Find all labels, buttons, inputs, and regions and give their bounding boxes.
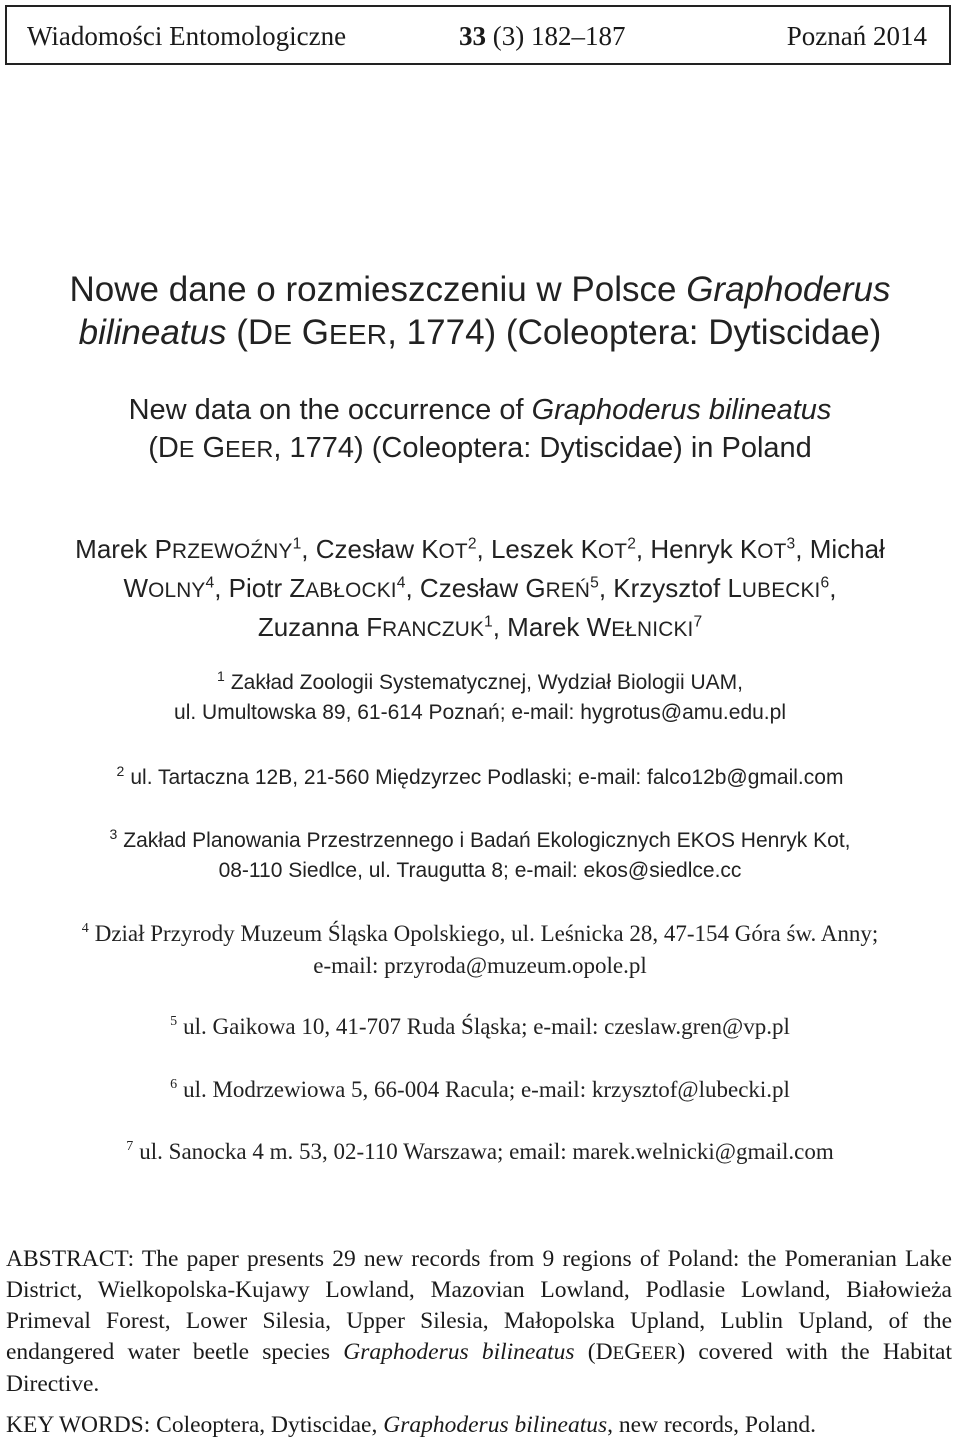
author-name-part: 2 (467, 535, 477, 553)
affiliation-number: 4 (81, 921, 89, 937)
affiliation-text: Dział Przyrody Muzeum Śląska Opolskiego, ul. Leśnicka 28, 47-154 Góra św. Anny; (94, 921, 879, 946)
volume-number: 33 (459, 21, 486, 51)
author-name-part: L (727, 573, 742, 603)
author-name-part: Czesław (315, 534, 422, 564)
affiliation-number: 6 (170, 1077, 178, 1093)
author (229, 573, 406, 603)
keywords-taxon: Graphoderus bilineatus (383, 1412, 608, 1438)
affiliation-2 (0, 763, 960, 793)
journal-header (5, 5, 951, 65)
title-pl-genus: Graphoderus (686, 270, 891, 309)
author-name-part: K (421, 534, 439, 564)
author-name-part: 2 (627, 535, 636, 553)
affiliation-text: Zakład Zoologii Systematycznej, Wydział Biologii UAM, (230, 671, 743, 694)
affiliation-number: 1 (217, 668, 225, 684)
author-name-part: 3 (786, 535, 796, 553)
abstract-author-sc2: EER (641, 1343, 678, 1364)
author-name-part: W (586, 612, 612, 642)
author-name-part: Piotr (228, 573, 290, 603)
affiliation-text: ul. Sanocka 4 m. 53, 02-110 Warszawa; email: marek.welnicki@gmail.com (139, 1139, 834, 1164)
author (650, 534, 795, 564)
author-name-part: Henryk (650, 534, 740, 564)
affiliation-7 (0, 1136, 960, 1168)
affiliation-number: 7 (126, 1139, 134, 1155)
author-name-part: Leszek (490, 534, 581, 564)
author-name-part: W (123, 573, 149, 603)
affiliation-number: 3 (109, 826, 118, 842)
title-pl-author-g: G (292, 313, 330, 352)
abstract-author-sc: E (612, 1343, 625, 1364)
author (491, 534, 636, 564)
author-name-part: OT (597, 540, 628, 563)
title-en-taxon: Graphoderus bilineatus (531, 394, 832, 426)
title-english (0, 391, 960, 468)
author-list: Marek PRZEWOŹNY$^1$, Czesław KOT$^2$, Leszek KOT$^2$, Henryk KOT$^3$, Michał WOLNY$^4$, Piotr ZABŁOCKI$^4$, Czesław GREŃ$^5$, Krzysztof LUBECKI$^6$, Zuzanna FRANCZUK$^1$, Marek WEŁNICKI$^7$ (75, 534, 885, 642)
abstract (6, 1244, 952, 1400)
affiliation-text: e-mail: przyroda@muzeum.opole.pl (313, 953, 647, 978)
affiliation-text: ul. Tartaczna 12B, 21-560 Międzyrzec Podlaski; e-mail: falco12b@gmail.com (130, 766, 844, 789)
author-name-part: 1 (484, 613, 493, 631)
author-name-part: OLNY (148, 579, 206, 602)
author-name-part: Marek (75, 534, 155, 564)
author (507, 612, 702, 642)
author-name-part: EŁNICKI (611, 618, 694, 641)
affiliation-number: 2 (116, 763, 125, 779)
author-name-part: Marek (507, 612, 587, 642)
title-pl-author-sc: E (273, 319, 293, 350)
author-name-part: 4 (396, 574, 406, 592)
author-name-part: ABŁOCKI (305, 579, 397, 602)
affiliation-4 (0, 918, 960, 982)
author-name-part: Z (289, 573, 306, 603)
affiliation-text: ul. Umultowska 89, 61-614 Poznań; e-mail: hygrotus@amu.edu.pl (174, 701, 786, 724)
title-en-author: (D (148, 432, 179, 464)
abstract-taxon: Graphoderus bilineatus (343, 1339, 575, 1365)
author (613, 573, 829, 603)
title-pl-text2: , 1774) (Coleoptera: Dytiscidae) (387, 313, 882, 352)
author-name-part: K (580, 534, 598, 564)
author-name-part: P (154, 534, 172, 564)
author-name-part: Zuzanna (257, 612, 367, 642)
author-name-part: RZEWOŹNY (171, 540, 293, 563)
author-name-part: OT (438, 540, 468, 563)
author (258, 612, 493, 642)
author-name-part: 6 (820, 574, 830, 592)
title-pl-author: (D (226, 313, 274, 352)
author-name-part: RANCZUK (382, 618, 485, 641)
title-en-author-sc2: EER (225, 436, 274, 462)
keywords (6, 1410, 952, 1441)
title-en-text: New data on the occurrence of (128, 394, 532, 426)
place-year: Poznań 2014 (786, 21, 927, 51)
author (420, 573, 599, 603)
author (75, 534, 301, 564)
title-polish (0, 268, 960, 356)
title-pl-author-sc2: EER (329, 319, 388, 350)
volume-issue (459, 21, 625, 52)
author (124, 573, 215, 603)
author-name-part: 4 (205, 574, 215, 592)
keywords-text: KEY WORDS: Coleoptera, Dytiscidae, (6, 1412, 384, 1438)
abstract-text-end: ) covered with the Habitat Directive. (6, 1339, 953, 1397)
author-name-part: K (739, 534, 758, 564)
author-name-part: 1 (292, 535, 302, 553)
title-en-author-sc: E (178, 436, 195, 462)
issue-pages: (3) 182–187 (486, 21, 626, 51)
keywords-text-end: , new records, Poland. (607, 1412, 816, 1438)
affiliation-text: ul. Modrzewiowa 5, 66-004 Racula; e-mail: krzysztof@lubecki.pl (183, 1077, 790, 1102)
author-name-part: REŃ (545, 579, 591, 602)
author-name-part: Michał (809, 534, 885, 564)
affiliation-number: 5 (170, 1014, 178, 1030)
title-pl-species: bilineatus (78, 313, 227, 352)
author-name-part: G (525, 573, 546, 603)
affiliation-3 (0, 826, 960, 886)
affiliation-text: Zakład Planowania Przestrzennego i Badań Ekologicznych EKOS Henryk Kot, (123, 829, 851, 852)
author-name-part: Krzysztof (613, 573, 728, 603)
affiliation-1 (0, 668, 960, 728)
author (316, 534, 477, 564)
affiliation-5 (0, 1011, 960, 1043)
abstract-author-g: G (624, 1339, 642, 1365)
abstract-text: ABSTRACT: The paper presents 29 new records from 9 regions of Poland: the Pomeranian Lake District, Wielkopolska-Kujawy Lowland, Mazovian Lowland, Podlasie Lowland, Białowieża Primeval Forest, Lower Silesia, Upper Silesia, Małopolska Upland, Lublin Upland, of the endangered water beetle species (6, 1246, 952, 1365)
affiliation-6 (0, 1074, 960, 1106)
author-name-part: F (366, 612, 383, 642)
author-name-part: UBECKI (741, 579, 821, 602)
abstract-author: (D (574, 1339, 613, 1365)
journal-name: Wiadomości Entomologiczne (27, 21, 347, 51)
author-name-part: Czesław (419, 573, 526, 603)
author (810, 534, 885, 564)
author-name-part: OT (757, 540, 787, 563)
title-en-text2: , 1774) (Coleoptera: Dytiscidae) in Poland (273, 432, 812, 464)
title-pl-text: Nowe dane o rozmieszczeniu w Polsce (69, 270, 687, 309)
author-name-part: 7 (693, 613, 703, 631)
affiliation-text: 08-110 Siedlce, ul. Traugutta 8; e-mail: ekos@siedlce.cc (218, 859, 742, 882)
affiliation-text: ul. Gaikowa 10, 41-707 Ruda Śląska; e-mail: czeslaw.gren@vp.pl (183, 1014, 790, 1039)
title-en-author-g: G (194, 432, 226, 464)
author-name-part: 5 (590, 574, 599, 592)
